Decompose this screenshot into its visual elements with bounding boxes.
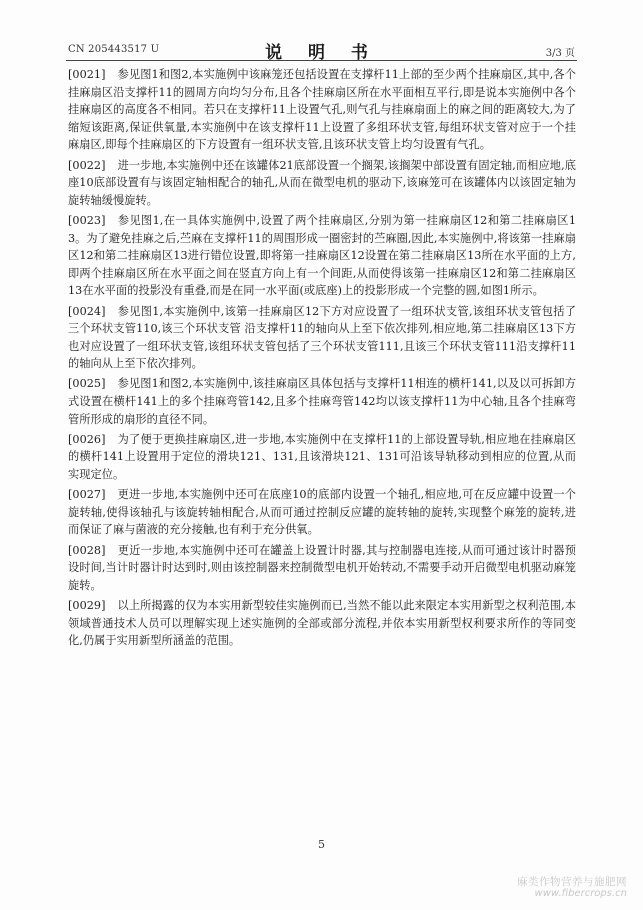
paragraph-text: 参见图1,在一具体实施例中,设置了两个挂麻扇区,分别为第一挂麻扇区12和第二挂麻扇区13。为了避免挂麻之后,苎麻在支撑杆11的周围形成一圈密封的苎麻圈,因此,本实施例中,将该第一挂麻扇区12和第二挂麻扇区13进行错位设置,即将第一挂麻扇区12设置在第二挂麻扇区13所在水平面的上方,即两个挂麻扇区所在水平面之间在竖直方向上有一个间距,从而使得该第一挂麻扇区12和第二挂麻扇区13在水平面的投影没有重叠,而是在同一水平面(或底座)上的投影形成一个完整的圆,如图1所示。 [68,213,576,298]
paragraph-0021 [68,66,576,154]
paragraph-text: 更进一步地,本实施例中还可在底座10的底部内设置一个轴孔,相应地,可在反应罐中设置一个旋转轴,使得该轴孔与该旋转轴相配合,从而可通过控制反应罐的旋转轴的旋转,实现整个麻笼的旋转,进而保证了麻与菌液的充分接触,也有利于充分供氧。 [68,488,576,537]
document-title: 说 明 书 [265,43,378,63]
paragraph-number: [0028] [68,543,106,557]
paragraph-0023 [68,212,576,300]
paragraph-0026 [68,431,576,484]
paragraph-number: [0027] [68,488,106,502]
paragraph-number: [0025] [68,377,106,391]
page-header [68,38,575,63]
paragraph-0028 [68,542,576,595]
paragraph-number: [0024] [68,304,106,318]
paragraph-text: 进一步地,本实施例中还在该罐体21底部设置一个搁架,该搁架中部设置有固定轴,而相应地,底座10底部设置有与该固定轴相配合的轴孔,从而在微型电机的驱动下,该麻笼可在该罐体内以该固定轴为旋转轴缓慢旋转。 [68,158,576,207]
paragraph-number: [0026] [68,432,106,446]
paragraph-text: 参见图1,本实施例中,该第一挂麻扇区12下方对应设置了一组环状支管,该组环状支管包括了三个环状支管110,该三个环状支管 沿支撑杆11的轴向从上至下依次排列,相应地,第二挂麻扇区13下方也对应设置了一组环状支管,该组环状支管包括了三个环状支管111,且该三个环状支管111沿支撑杆11的轴向从上至下依次排列。 [68,304,576,371]
paragraph-text: 更近一步地,本实施例中还可在罐盖上设置计时器,其与控制器电连接,从而可通过该计时器预设时间,当计时器计时达到时,则由该控制器来控制微型电机开始转动,不需要手动开启微型电机驱动麻笼旋转。 [68,543,576,592]
paragraph-number: [0022] [68,158,106,172]
paragraph-number: [0029] [68,598,106,612]
paragraph-text: 以上所揭露的仅为本实用新型较佳实施例而已,当然不能以此来限定本实用新型之权利范围,本领域普通技术人员可以理解实现上述实施例的全部或部分流程,并依本实用新型权利要求所作的等同变 化,仍属于实用新型所涵盖的范围。 [68,598,576,648]
paragraph-text: 为了便于更换挂麻扇区,进一步地,本实施例中在支撑杆11的上部设置导轨,相应地在挂麻扇区的横杆141上设置用于定位的滑块121、131,且该滑块121、131可沿该导轨移动到相应的位置,从而实现定位。 [68,432,576,482]
paragraph-text: 参见图1和图2,本实施例中该麻笼还包括设置在支撑杆11上部的至少两个挂麻扇区,其中,各个挂麻扇区沿支撑杆11的圆周方向均匀分布,且各个挂麻扇区所在水平面相互平行,即是说本实施例中各个挂麻扇区的高度各不相同。若只在支撑杆11上设置气孔,则气孔与挂麻扇面上的麻之间的距离较大,为了缩短该距离,保证供氧量,本实施例中在该支撑杆11上设置了多组环状支管,每组环状支管对应于一个挂麻扇区,即每个挂麻扇区的下方设置有一组环状支管,且该环状支管上均匀设置有气孔。 [68,68,576,152]
watermark-url: www.fibercrops.cn [534,888,627,899]
document-body [68,66,576,652]
paragraph-text: 参见图1和图2,本实施例中,该挂麻扇区具体包括与支撑杆11相连的横杆141,以及以可拆卸方式设置在横杆141上的多个挂麻弯管142,且多个挂麻弯管142均以该支撑杆11为中心轴,且各个挂麻弯管所形成的扇形的直径不同。 [68,377,576,426]
paragraph-number: [0023] [68,213,106,227]
header-divider [66,60,577,61]
paragraph-0025 [68,375,576,428]
watermark-site-name: 麻类作物营养与施肥网 [517,876,627,888]
paragraph-number: [0021] [68,68,106,81]
paragraph-0027 [68,486,576,539]
page-indicator: 3/3 页 [545,48,575,59]
paragraph-0024 [68,303,576,373]
publication-number: CN 205443517 U [68,44,160,55]
paragraph-0029 [68,597,576,650]
site-watermark [517,876,627,900]
paragraph-0022 [68,157,576,210]
page-number: 5 [318,838,325,851]
